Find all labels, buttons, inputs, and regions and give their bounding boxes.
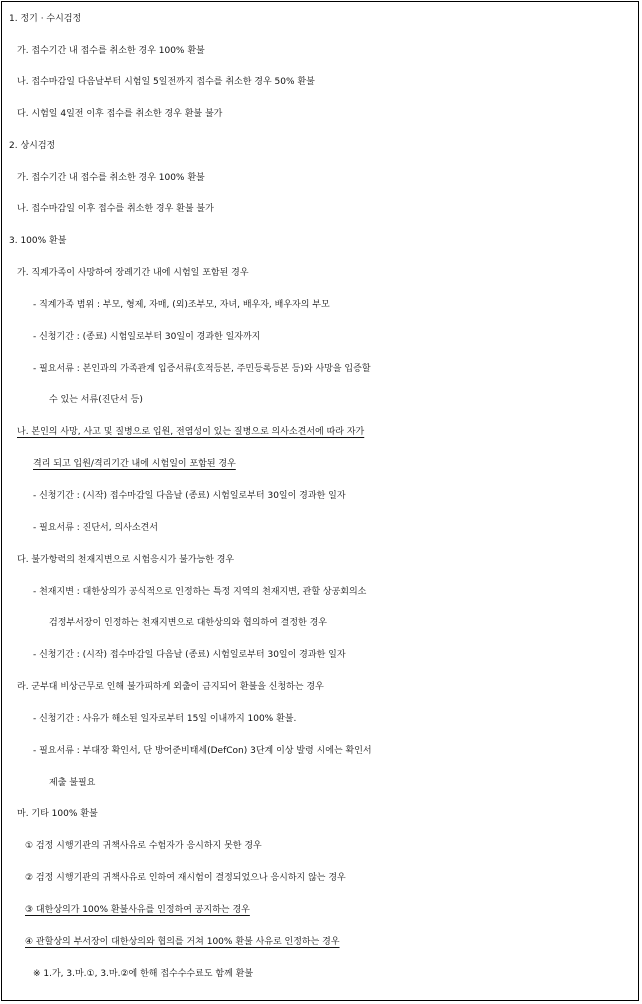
sub-item-required-docs-cont: 수 있는 서류(진단서 등)	[49, 395, 143, 405]
footnote: ※ 1.가, 3.마.①, 3.마.②에 한해 접수수수료도 함께 환불	[33, 969, 254, 979]
sub-item-required-docs: - 필요서류 : 부대장 확인서, 단 방어준비태세(DefCon) 3단계 이상 발령 시에는 확인서	[33, 746, 372, 756]
section-3-item-da: 다. 불가항력의 천재지변으로 시험응시가 불가능한 경우	[17, 555, 235, 565]
sub-item-required-docs-cont: 제출 불필요	[49, 778, 96, 788]
section-2-item-ga: 가. 접수기간 내 접수를 취소한 경우 100% 환불	[17, 173, 205, 183]
circled-item-2: ② 검정 시행기관의 귀책사유로 인하여 재시험이 결정되었으나 응시하지 않는 경우	[25, 873, 346, 883]
section-3-heading: 3. 100% 환불	[9, 236, 67, 246]
section-2-heading: 2. 상시검정	[9, 141, 56, 151]
sub-item-natural-disaster-cont: 검정부서장이 인정하는 천재지변으로 대한상의와 협의하여 결정한 경우	[49, 618, 327, 628]
section-3-item-na-cont: 격리 되고 입원/격리기간 내에 시험일이 포함된 경우	[33, 459, 236, 469]
section-1-item-na: 나. 접수마감일 다음날부터 시험일 5일전까지 접수를 취소한 경우 50% 환불	[17, 77, 315, 87]
sub-item-application-period: - 신청기간 : (시작) 접수마감일 다음날 (종료) 시험일로부터 30일이 경과한 일자	[33, 650, 346, 660]
section-3-item-ga: 가. 직계가족이 사망하여 장례기간 내에 시험일 포함된 경우	[17, 268, 249, 278]
sub-item-family-range: - 직계가족 범위 : 부모, 형제, 자매, (외)조부모, 자녀, 배우자, 배우자의 부모	[33, 300, 330, 310]
sub-item-application-period: - 신청기간 : 사유가 해소된 일자로부터 15일 이내까지 100% 환불.	[33, 714, 297, 724]
section-3-item-ra: 라. 군부대 비상근무로 인해 불가피하게 외출이 금지되어 환불을 신청하는 경우	[17, 682, 324, 692]
section-3-item-ma: 마. 기타 100% 환불	[17, 809, 98, 819]
sub-item-application-period: - 신청기간 : (종료) 시험일로부터 30일이 경과한 일자까지	[33, 332, 261, 342]
section-1-item-ga: 가. 접수기간 내 접수를 취소한 경우 100% 환불	[17, 46, 205, 56]
section-1-heading: 1. 정기 · 수시검정	[9, 14, 82, 24]
sub-item-required-docs: - 필요서류 : 본인과의 가족관계 입증서류(호적등본, 주민등록등본 등)와 사망을 입증할	[33, 364, 371, 374]
circled-item-3: ③ 대한상의가 100% 환불사유를 인정하여 공지하는 경우	[25, 905, 250, 915]
section-2-item-na: 나. 접수마감일 이후 접수를 취소한 경우 환불 불가	[17, 204, 214, 214]
sub-item-application-period: - 신청기간 : (시작) 접수마감일 다음날 (종료) 시험일로부터 30일이 경과한 일자	[33, 491, 346, 501]
sub-item-natural-disaster: - 천재지변 : 대한상의가 공식적으로 인정하는 특정 지역의 천재지변, 관할 상공회의소	[33, 587, 367, 597]
circled-item-4: ④ 관할상의 부서장이 대한상의와 협의를 거쳐 100% 환불 사유로 인정하는 경우	[25, 937, 340, 947]
sub-item-required-docs: - 필요서류 : 진단서, 의사소견서	[33, 523, 158, 533]
refund-policy-box	[1, 1, 639, 1001]
section-3-item-na: 나. 본인의 사망, 사고 및 질병으로 입원, 전염성이 있는 질병으로 의사소견서에 따라 자가	[17, 427, 365, 437]
section-1-item-da: 다. 시험일 4일전 이후 접수를 취소한 경우 환불 불가	[17, 109, 223, 119]
circled-item-1: ① 검정 시행기관의 귀책사유로 수험자가 응시하지 못한 경우	[25, 841, 262, 851]
